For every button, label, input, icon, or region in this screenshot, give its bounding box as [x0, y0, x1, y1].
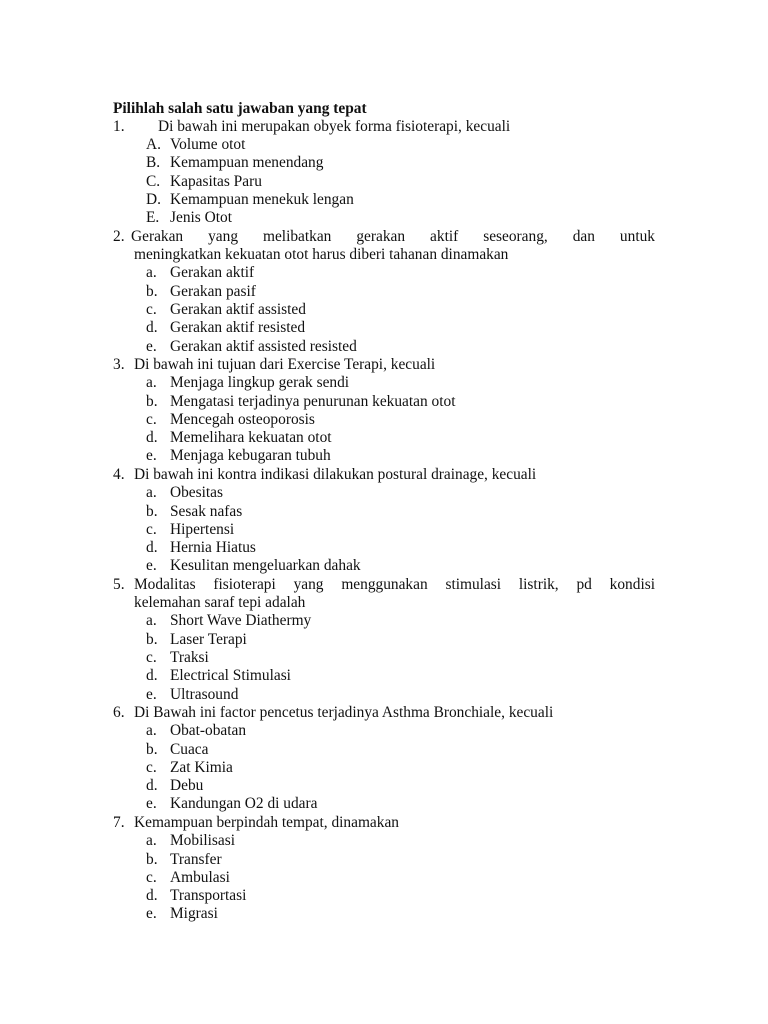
q1-option-text: Volume otot	[170, 136, 246, 153]
q5-option-letter: a.	[146, 612, 157, 629]
q3-option-letter: d.	[146, 429, 158, 446]
q2-option-text: Gerakan aktif resisted	[170, 319, 306, 336]
q1-option-text: Kapasitas Paru	[170, 173, 262, 190]
q2-option-letter: a.	[146, 264, 157, 281]
question-5-number: 5.	[113, 576, 125, 593]
q1-option-text: Kemampuan menekuk lengan	[170, 191, 354, 208]
q1-option-text: Kemampuan menendang	[170, 154, 324, 171]
q5-option-letter: b.	[146, 631, 158, 648]
q4-option-text: Sesak nafas	[170, 503, 243, 520]
q3-option-letter: e.	[146, 447, 157, 464]
q7-option-letter: b.	[146, 851, 158, 868]
q6-option-text: Kandungan O2 di udara	[170, 795, 318, 812]
question-2-number: 2.	[113, 228, 125, 245]
question-2-text: Gerakan yang melibatkan gerakan aktif seseorang, dan untuk	[131, 228, 655, 245]
q7-option-letter: c.	[146, 869, 157, 886]
q5-option-text: Traksi	[170, 649, 209, 666]
q6-option-letter: b.	[146, 741, 158, 758]
q3-option-letter: a.	[146, 374, 157, 391]
q3-option-text: Mengatasi terjadinya penurunan kekuatan otot	[170, 393, 456, 410]
q4-option-text: Kesulitan mengeluarkan dahak	[170, 557, 361, 574]
q5-option-letter: e.	[146, 686, 157, 703]
q2-option-letter: d.	[146, 319, 158, 336]
q6-option-letter: a.	[146, 722, 157, 739]
instruction-heading: Pilihlah salah satu jawaban yang tepat	[113, 100, 367, 117]
question-3-number: 3.	[113, 356, 125, 373]
q7-option-text: Migrasi	[170, 905, 218, 922]
q2-option-text: Gerakan aktif assisted resisted	[170, 338, 357, 355]
q7-option-text: Transportasi	[170, 887, 247, 904]
q2-option-letter: c.	[146, 301, 157, 318]
q1-option-letter: B.	[146, 154, 161, 171]
q2-option-text: Gerakan pasif	[170, 283, 256, 300]
q1-option-letter: D.	[146, 191, 161, 208]
q3-option-text: Menjaga lingkup gerak sendi	[170, 374, 350, 391]
q6-option-text: Debu	[170, 777, 204, 794]
question-1-text: Di bawah ini merupakan obyek forma fisioterapi, kecuali	[158, 118, 511, 135]
q5-option-text: Laser Terapi	[170, 631, 247, 648]
q4-option-letter: a.	[146, 484, 157, 501]
q7-option-text: Ambulasi	[170, 869, 230, 886]
q4-option-letter: e.	[146, 557, 157, 574]
q3-option-letter: b.	[146, 393, 158, 410]
q7-option-letter: e.	[146, 905, 157, 922]
question-6-text: Di Bawah ini factor pencetus terjadinya Asthma Bronchiale, kecuali	[134, 704, 554, 721]
q6-option-text: Zat Kimia	[170, 759, 233, 776]
question-2-text-continued: meningkatkan kekuatan otot harus diberi tahanan dinamakan	[134, 246, 509, 263]
q5-option-letter: c.	[146, 649, 157, 666]
q7-option-text: Transfer	[170, 851, 222, 868]
q6-option-letter: e.	[146, 795, 157, 812]
q3-option-text: Menjaga kebugaran tubuh	[170, 447, 331, 464]
q6-option-letter: c.	[146, 759, 157, 776]
question-7-number: 7.	[113, 814, 125, 831]
question-5-text-continued: kelemahan saraf tepi adalah	[134, 594, 306, 611]
question-1-number: 1.	[113, 118, 125, 135]
q5-option-letter: d.	[146, 667, 158, 684]
question-7-text: Kemampuan berpindah tempat, dinamakan	[134, 814, 399, 831]
q6-option-letter: d.	[146, 777, 158, 794]
q6-option-text: Cuaca	[170, 741, 209, 758]
q1-option-letter: E.	[146, 209, 160, 226]
q4-option-text: Hipertensi	[170, 521, 235, 538]
question-4-text: Di bawah ini kontra indikasi dilakukan postural drainage, kecuali	[134, 466, 537, 483]
q5-option-text: Electrical Stimulasi	[170, 667, 291, 684]
q4-option-letter: d.	[146, 539, 158, 556]
q4-option-letter: b.	[146, 503, 158, 520]
question-5-text: Modalitas fisioterapi yang menggunakan stimulasi listrik, pd kondisi	[134, 576, 655, 593]
q1-option-letter: A.	[146, 136, 161, 153]
question-6-number: 6.	[113, 704, 125, 721]
q7-option-letter: a.	[146, 832, 157, 849]
q4-option-text: Hernia Hiatus	[170, 539, 256, 556]
q2-option-text: Gerakan aktif	[170, 264, 255, 281]
q4-option-letter: c.	[146, 521, 157, 538]
q4-option-text: Obesitas	[170, 484, 224, 501]
q3-option-letter: c.	[146, 411, 157, 428]
q1-option-text: Jenis Otot	[170, 209, 232, 226]
q2-option-text: Gerakan aktif assisted	[170, 301, 306, 318]
q2-option-letter: e.	[146, 338, 157, 355]
q6-option-text: Obat-obatan	[170, 722, 247, 739]
q2-option-letter: b.	[146, 283, 158, 300]
q7-option-text: Mobilisasi	[170, 832, 235, 849]
q5-option-text: Short Wave Diathermy	[170, 612, 312, 629]
q3-option-text: Memelihara kekuatan otot	[170, 429, 332, 446]
q7-option-letter: d.	[146, 887, 158, 904]
q1-option-letter: C.	[146, 173, 161, 190]
q5-option-text: Ultrasound	[170, 686, 239, 703]
question-3-text: Di bawah ini tujuan dari Exercise Terapi, kecuali	[134, 356, 436, 373]
q3-option-text: Mencegah osteoporosis	[170, 411, 315, 428]
question-4-number: 4.	[113, 466, 125, 483]
